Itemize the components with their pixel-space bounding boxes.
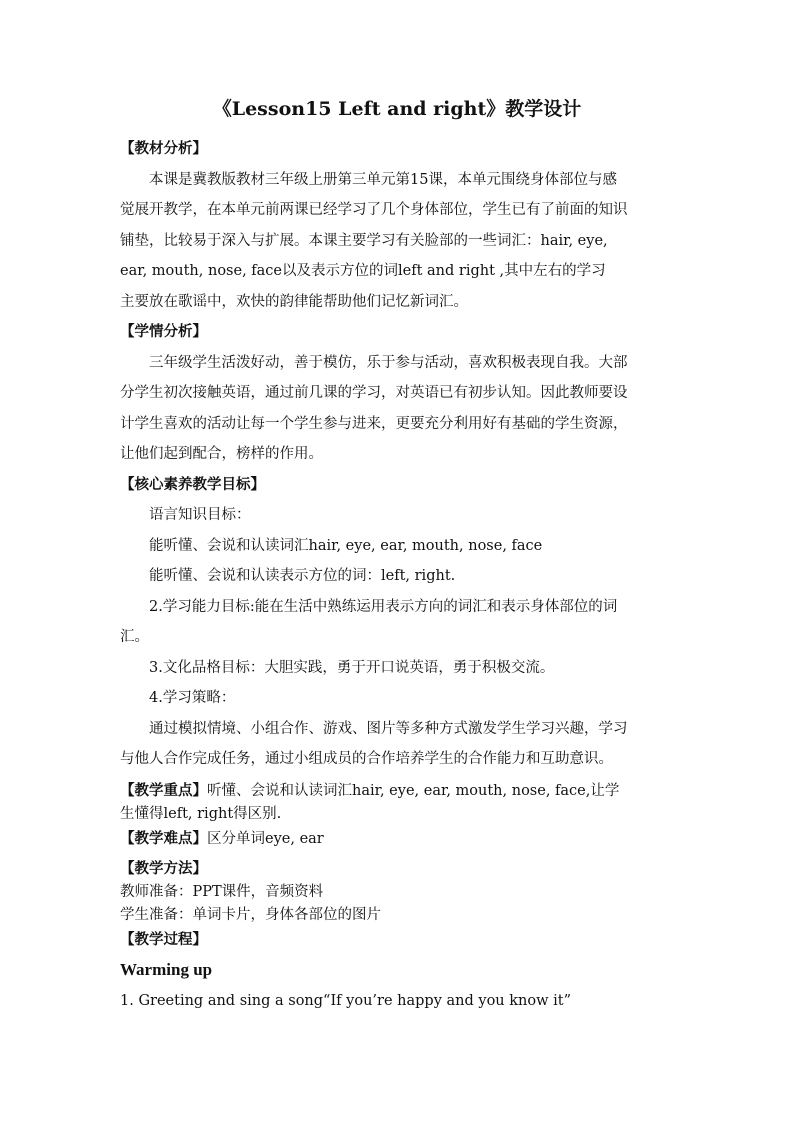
paragraph-line: 三年级学生活泼好动，善于模仿，乐于参与活动，喜欢积极表现自我。大部 [149, 354, 628, 371]
paragraph-line: 能听懂、会说和认读词汇hair, eye, ear, mouth, nose, face [149, 537, 543, 554]
section-heading: 【教学方法】 [120, 860, 207, 877]
paragraph-line: 分学生初次接触英语，通过前几课的学习，对英语已有初步认知。因此教师要设 [120, 385, 628, 401]
paragraph-line: 区分单词eye, ear [207, 831, 324, 847]
paragraph-line: 主要放在歌谣中，欢快的韵律能帮助他们记忆新词汇。 [120, 293, 468, 310]
section-methods [120, 857, 680, 951]
section-heading: 【教材分析】 [120, 140, 207, 157]
paragraph-line: 4.学习策略： [149, 690, 236, 706]
paragraph-line: 铺垫，比较易于深入与扩展。本课主要学习有关脸部的一些词汇：hair, eye, [120, 232, 608, 249]
paragraph-line: 让他们起到配合，榜样的作用。 [120, 446, 323, 462]
paragraph-line: ear, mouth, nose, face以及表示方位的词left and right ,其中左右的学习 [120, 263, 606, 279]
paragraph-line: 通过模拟情境、小组合作、游戏、图片等多种方式激发学生学习兴趣，学习 [149, 720, 628, 737]
paragraph-line: 学生准备：单词卡片，身体各部位的图片 [120, 907, 381, 923]
paragraph-line: 生懂得left, right得区别. [120, 805, 282, 822]
section-process [120, 955, 680, 1016]
paragraph-line: 觉展开教学，在本单元前两课已经学习了几个身体部位，学生已有了前面的知识 [120, 202, 628, 218]
section-heading: 【教学难点】 [120, 830, 207, 847]
subsection-heading: Warming up [120, 960, 213, 979]
paragraph-line: 汇。 [120, 629, 149, 645]
paragraph-line: 本课是冀教版教材三年级上册第三单元第15课，本单元围绕身体部位与感 [149, 171, 617, 188]
paragraph-line: 3.文化品格目标：大胆实践，勇于开口说英语，勇于积极交流。 [149, 659, 555, 676]
section-heading: 【教学过程】 [120, 930, 207, 948]
paragraph-line: 教师准备：PPT课件，音频资料 [120, 883, 324, 900]
section-key-points [120, 779, 680, 826]
document-title: 《Lesson15 Left and right》教学设计 [212, 98, 582, 120]
section-heading: 【学情分析】 [120, 323, 207, 340]
paragraph-line: 语言知识目标： [149, 507, 251, 523]
paragraph-line: 与他人合作完成任务，通过小组成员的合作培养学生的合作能力和互助意识。 [120, 751, 613, 767]
section-heading: 【核心素养教学目标】 [120, 475, 265, 493]
paragraph-line: 2.学习能力目标:能在生活中熟练运用表示方向的词汇和表示身体部位的词 [149, 598, 618, 615]
paragraph-line: 1. Greeting and sing a song“If you’re happy and you know it” [120, 992, 571, 1009]
section-textbook-analysis [120, 134, 680, 775]
paragraph-line: 能听懂、会说和认读表示方位的词：left, right. [149, 568, 456, 584]
section-difficulties [120, 827, 680, 851]
section-heading: 【教学重点】 [120, 782, 207, 799]
paragraph-line: 听懂、会说和认读词汇hair, eye, ear, mouth, nose, face,让学 [207, 783, 620, 799]
paragraph-line: 计学生喜欢的活动让每一个学生参与进来，更要充分利用好有基础的学生资源， [120, 415, 628, 432]
